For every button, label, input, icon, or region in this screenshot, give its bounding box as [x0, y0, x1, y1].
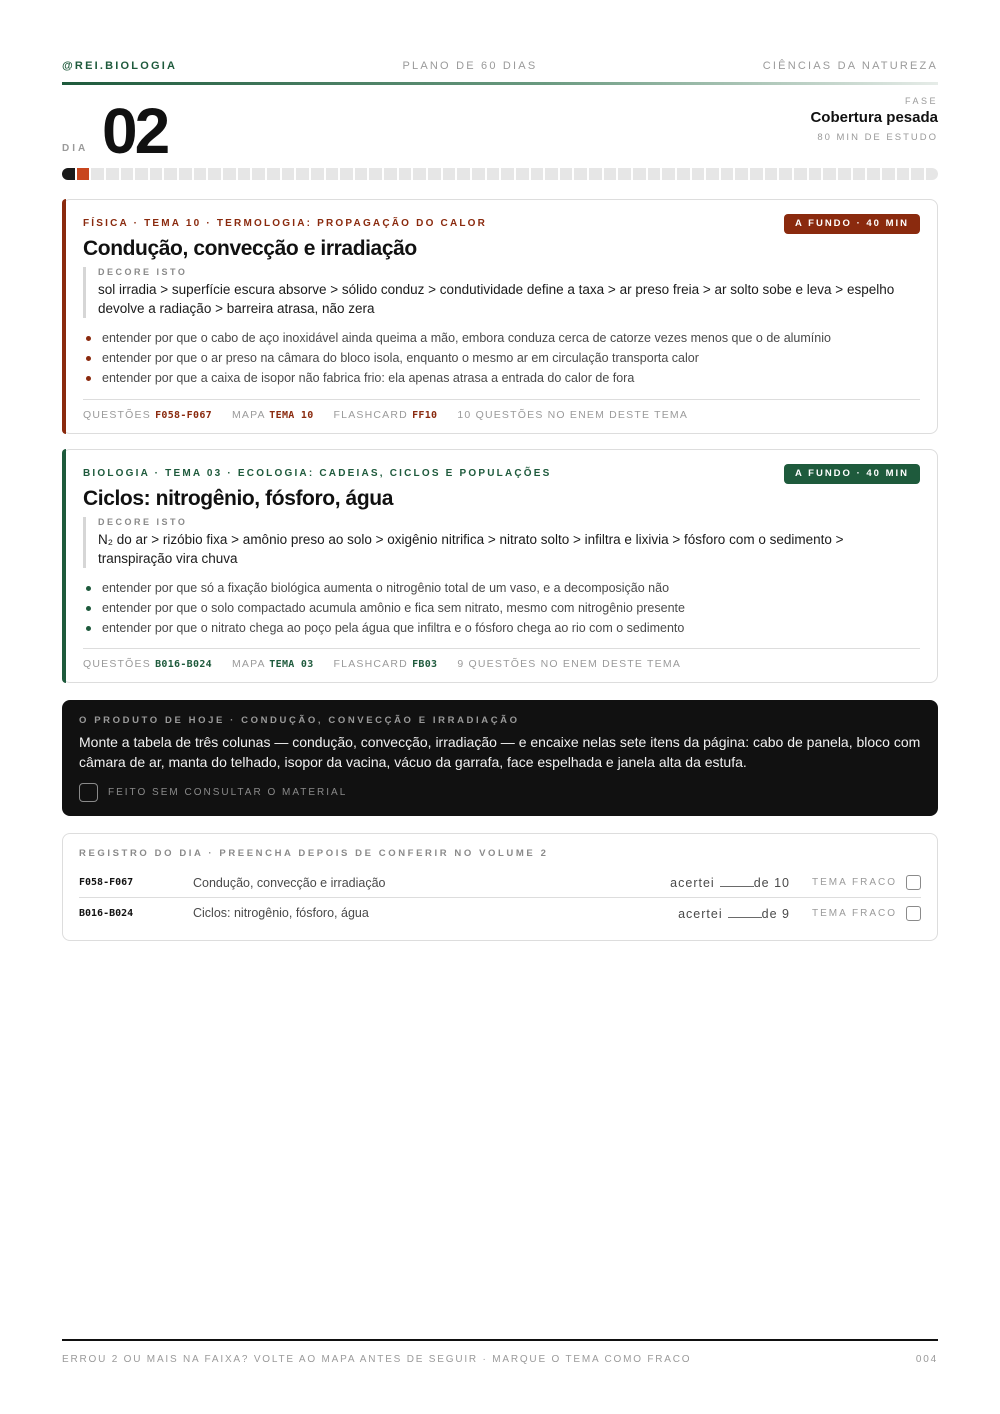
daily-log-label: REGISTRO DO DIA · PREENCHA DEPOIS DE CONFERIR NO VOLUME 2 — [79, 848, 549, 859]
progress-segment-day-3 — [91, 168, 104, 180]
log-topic: Ciclos: nitrogênio, fósforo, água — [193, 906, 369, 920]
phase-name: Cobertura pesada — [810, 109, 938, 126]
weak-topic-checkbox[interactable] — [906, 906, 921, 921]
progress-segment-day-14 — [252, 168, 265, 180]
table-row — [79, 868, 921, 898]
log-topic: Condução, convecção e irradiação — [193, 875, 386, 890]
footer-divider — [62, 1339, 938, 1341]
progress-segment-day-47 — [735, 168, 748, 180]
progress-segment-day-46 — [721, 168, 734, 180]
progress-segment-day-49 — [765, 168, 778, 180]
progress-segment-day-7 — [150, 168, 163, 180]
study-card-fisica — [62, 199, 938, 434]
progress-segment-day-35 — [560, 168, 573, 180]
page-header — [62, 58, 938, 74]
progress-segment-day-2 — [77, 168, 90, 180]
progress-segment-day-6 — [135, 168, 148, 180]
progress-segment-day-16 — [282, 168, 295, 180]
progress-segment-day-43 — [677, 168, 690, 180]
progress-segment-day-29 — [472, 168, 485, 180]
duration-badge: A FUNDO · 40 MIN — [784, 214, 920, 234]
weak-topic-checkbox[interactable] — [906, 875, 921, 890]
progress-segment-day-44 — [692, 168, 705, 180]
map-ref: MAPA TEMA 03 — [231, 658, 314, 670]
day-number: 02 — [102, 95, 168, 167]
progress-segment-day-17 — [296, 168, 309, 180]
progress-segment-day-30 — [487, 168, 500, 180]
enem-count: 10 QUESTÕES NO ENEM DESTE TEMA — [457, 409, 689, 421]
questions-ref: QUESTÕES B016-B024 — [83, 658, 212, 670]
progress-segment-day-19 — [326, 168, 339, 180]
progress-segment-day-34 — [545, 168, 558, 180]
progress-segment-day-58 — [897, 168, 910, 180]
progress-segment-day-27 — [443, 168, 456, 180]
progress-segment-day-31 — [501, 168, 514, 180]
done-checkbox[interactable] — [79, 783, 98, 802]
progress-segment-day-18 — [311, 168, 324, 180]
progress-segment-day-55 — [853, 168, 866, 180]
map-ref: MAPA TEMA 10 — [231, 409, 314, 421]
progress-segment-day-15 — [267, 168, 280, 180]
progress-segment-day-56 — [867, 168, 880, 180]
header-divider — [62, 82, 938, 85]
progress-segment-day-5 — [121, 168, 134, 180]
progress-segment-day-23 — [384, 168, 397, 180]
progress-segment-day-21 — [355, 168, 368, 180]
progress-segment-day-39 — [618, 168, 631, 180]
page-number: 004 — [915, 1354, 938, 1365]
page-footer — [62, 1354, 938, 1365]
card-meta — [83, 648, 920, 670]
understanding-list — [83, 578, 919, 638]
progress-segment-day-4 — [106, 168, 119, 180]
card-title: Ciclos: nitrogênio, fósforo, água — [83, 487, 393, 510]
progress-segment-day-38 — [604, 168, 617, 180]
progress-segment-day-37 — [589, 168, 602, 180]
list-item: entender por que o ar preso na câmara do bloco isola, enquanto o mesmo ar em circulação transporta calor — [83, 348, 919, 368]
product-text: Monte a tabela de três colunas — condução, convecção, irradiação — e encaixe nelas sete itens da página: cabo de panela, bloco com câmara de ar, manta do telhado, isopor da vacina, vácuo da garrafa, face espelhada e janela alta da estufa. — [79, 734, 921, 770]
plan-label: PLANO DE 60 DIAS — [402, 60, 538, 72]
progress-segment-day-8 — [164, 168, 177, 180]
log-score: acertei de 10 — [670, 876, 790, 890]
memorize-text: N₂ do ar > rizóbio fixa > amônio preso ao solo > oxigênio nitrifica > nitrato solto > infiltra e lixivia > fósforo com o sedimento > transpiração vira chuva — [98, 532, 844, 566]
weak-topic-label: TEMA FRACO — [811, 877, 897, 888]
phase-time: 80 MIN DE ESTUDO — [817, 132, 938, 143]
progress-segment-day-10 — [194, 168, 207, 180]
list-item: entender por que o nitrato chega ao poço pela água que infiltra e o fósforo chega ao rio com o sedimento — [83, 618, 919, 638]
progress-segment-day-40 — [633, 168, 646, 180]
memorize-label: DECORE ISTO — [98, 517, 188, 527]
memorize-text: sol irradia > superfície escura absorve > sólido conduz > condutividade define a taxa > ar preso freia > ar solto sobe e leva > espelho devolve a radiação > barreira atrasa, não zera — [98, 282, 895, 316]
memorize-label: DECORE ISTO — [98, 267, 188, 277]
progress-segment-day-12 — [223, 168, 236, 180]
card-kicker: FÍSICA · TEMA 10 · TERMOLOGIA: PROPAGAÇÃO DO CALOR — [83, 218, 488, 229]
product-of-the-day — [62, 700, 938, 816]
progress-segment-day-24 — [399, 168, 412, 180]
flashcard-ref: FLASHCARD FF10 — [333, 409, 438, 421]
progress-segment-day-54 — [838, 168, 851, 180]
score-blank[interactable] — [728, 906, 762, 918]
product-label: O PRODUTO DE HOJE · CONDUÇÃO, CONVECÇÃO E IRRADIAÇÃO — [79, 715, 520, 726]
card-kicker: BIOLOGIA · TEMA 03 · ECOLOGIA: CADEIAS, CICLOS E POPULAÇÕES — [83, 468, 552, 479]
progress-segment-day-52 — [809, 168, 822, 180]
progress-segment-day-28 — [457, 168, 470, 180]
progress-segment-day-9 — [179, 168, 192, 180]
list-item: entender por que o solo compactado acumula amônio e fica sem nitrato, mesmo com nitrogênio presente — [83, 598, 919, 618]
progress-segment-day-45 — [706, 168, 719, 180]
log-score: acertei de 9 — [678, 906, 790, 921]
progress-segment-day-11 — [208, 168, 221, 180]
study-card-biologia — [62, 449, 938, 683]
list-item: entender por que o cabo de aço inoxidável ainda queima a mão, embora conduza cerca de catorze vezes menos que o de alumínio — [83, 328, 919, 348]
memorize-block — [83, 517, 919, 568]
list-item: entender por que só a fixação biológica aumenta o nitrogênio total de um vaso, e a decomposição não — [83, 578, 919, 598]
progress-segment-day-32 — [516, 168, 529, 180]
progress-segment-day-60 — [926, 168, 939, 180]
progress-segment-day-25 — [413, 168, 426, 180]
list-item: entender por que a caixa de isopor não fabrica frio: ela apenas atrasa a entrada do calor de fora — [83, 368, 919, 388]
progress-segment-day-26 — [428, 168, 441, 180]
day-progress-bar — [62, 168, 938, 180]
daily-log — [62, 833, 938, 941]
progress-segment-day-1 — [62, 168, 75, 180]
progress-segment-day-20 — [340, 168, 353, 180]
questions-ref: QUESTÕES F058-F067 — [83, 409, 212, 421]
progress-segment-day-42 — [662, 168, 675, 180]
progress-segment-day-53 — [823, 168, 836, 180]
progress-segment-day-22 — [369, 168, 382, 180]
area-label: CIÊNCIAS DA NATUREZA — [762, 60, 938, 72]
log-code: F058-F067 — [79, 877, 134, 888]
phase-block — [810, 96, 938, 143]
day-label: DIA — [62, 143, 89, 154]
card-meta — [83, 399, 920, 421]
done-checkbox-label: FEITO SEM CONSULTAR O MATERIAL — [108, 787, 348, 798]
progress-segment-day-13 — [238, 168, 251, 180]
phase-label: FASE — [904, 96, 938, 106]
progress-segment-day-41 — [648, 168, 661, 180]
flashcard-ref: FLASHCARD FB03 — [333, 658, 438, 670]
progress-segment-day-48 — [750, 168, 763, 180]
memorize-block — [83, 267, 919, 318]
progress-segment-day-57 — [882, 168, 895, 180]
progress-segment-day-59 — [911, 168, 924, 180]
progress-segment-day-50 — [779, 168, 792, 180]
progress-segment-day-51 — [794, 168, 807, 180]
progress-segment-day-36 — [574, 168, 587, 180]
score-blank[interactable] — [720, 875, 754, 887]
product-checkbox-row[interactable] — [79, 783, 921, 802]
weak-topic-label: TEMA FRACO — [811, 907, 897, 919]
table-row — [79, 898, 921, 928]
footer-note: ERROU 2 OU MAIS NA FAIXA? VOLTE AO MAPA ANTES DE SEGUIR · MARQUE O TEMA COMO FRACO — [62, 1354, 692, 1365]
card-title: Condução, convecção e irradiação — [83, 237, 417, 260]
duration-badge: A FUNDO · 40 MIN — [784, 464, 920, 484]
log-code: B016-B024 — [79, 907, 134, 919]
understanding-list — [83, 328, 919, 388]
progress-segment-day-33 — [531, 168, 544, 180]
enem-count: 9 QUESTÕES NO ENEM DESTE TEMA — [457, 658, 682, 670]
brand-handle: @REI.BIOLOGIA — [62, 60, 178, 72]
